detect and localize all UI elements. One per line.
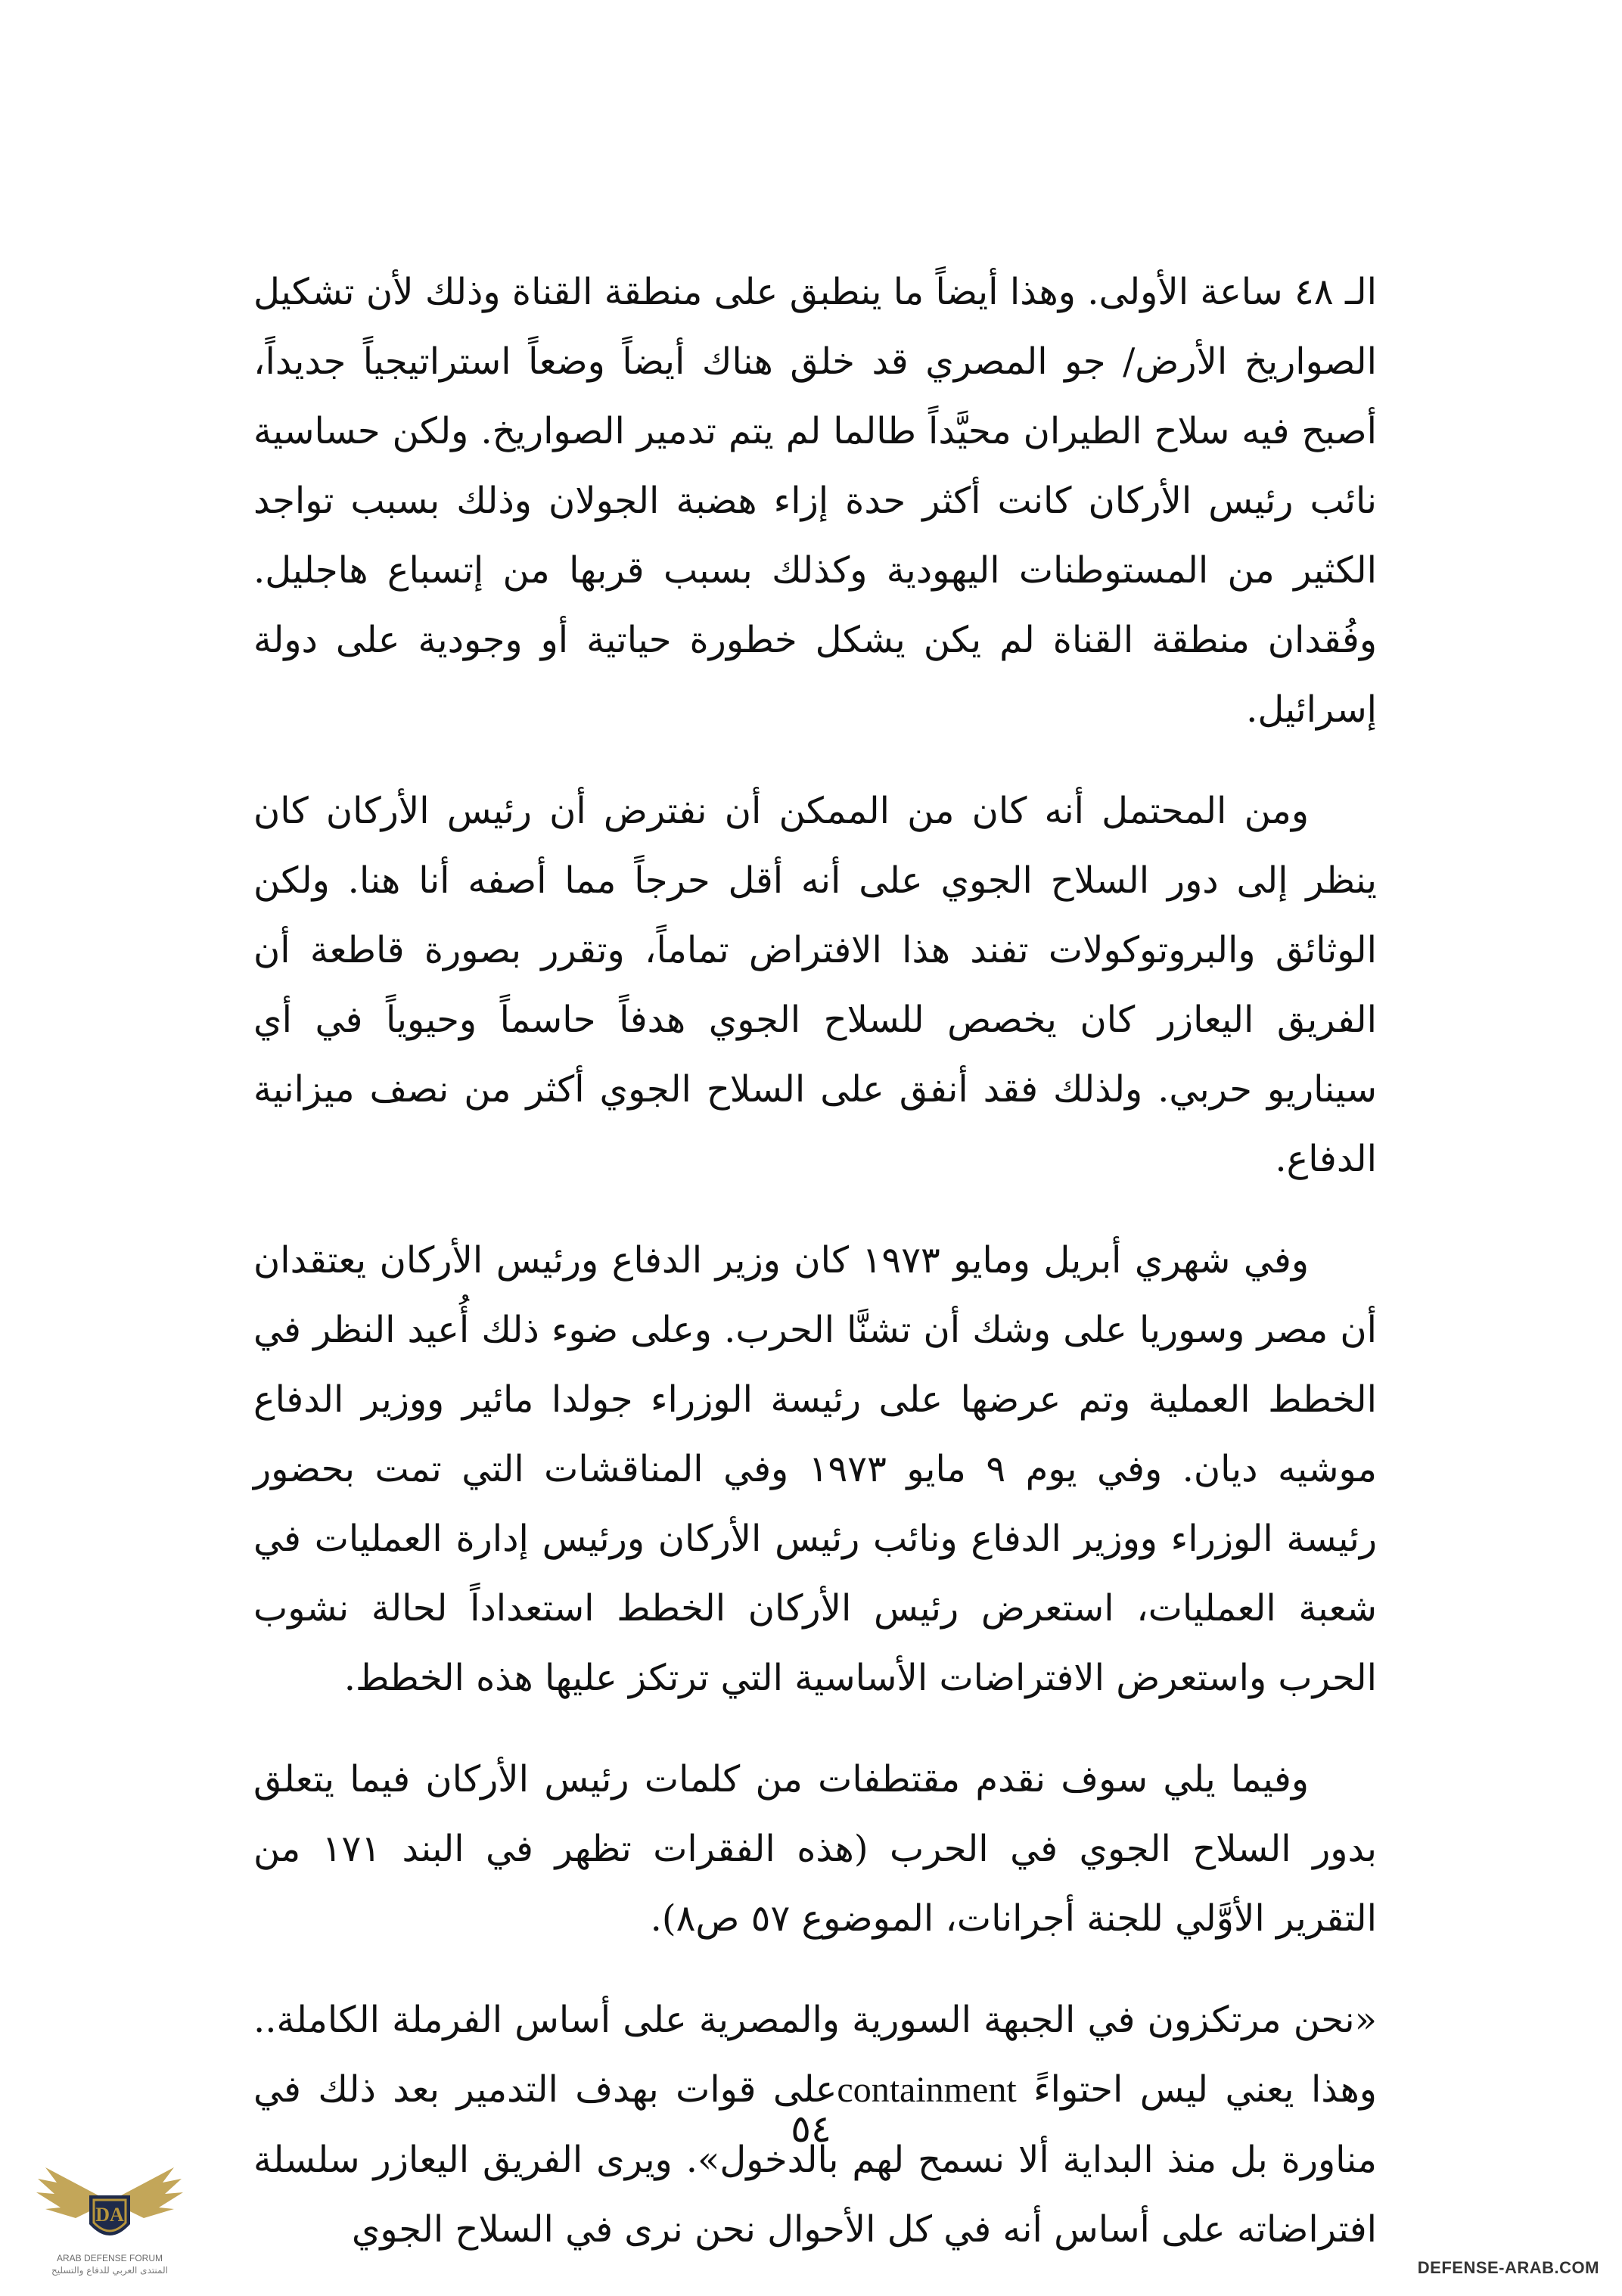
body-text <box>253 257 1377 2296</box>
paragraph-1: الـ ٤٨ ساعة الأولى. وهذا أيضاً ما ينطبق على منطقة القناة وذلك لأن تشكيل الصواريخ الأرض/ جو المصري قد خلق هناك أيضاً وضعاً استراتيجياً جديداً، أصبح فيه سلاح الطيران محيَّداً طالما لم يتم تدمير الصواريخ. ولكن حساسية نائب رئيس الأركان كانت أكثر حدة إزاء هضبة الجولان وذلك بسبب تواجد الكثير من المستوطنات اليهودية وكذلك بسبب قربها من إتسباع هاجليل. وفُقدان منطقة القناة لم يكن يشكل خطورة حياتية أو وجودية على دولة إسرائيل. <box>253 271 1377 731</box>
paragraph-3: وفي شهري أبريل ومايو ١٩٧٣ كان وزير الدفاع ورئيس الأركان يعتقدان أن مصر وسوريا على وشك أن تشنَّا الحرب. وعلى ضوء ذلك أُعيد النظر في الخطط العملية وتم عرضها على رئيسة الوزراء جولدا مائير ووزير الدفاع موشيه ديان. وفي يوم ٩ مايو ١٩٧٣ وفي المناقشات التي تمت بحضور رئيسة الوزراء ووزير الدفاع ونائب رئيس الأركان ورئيس إدارة العمليات في شعبة العمليات، استعرض رئيس الأركان الخطط استعداداً لحالة نشوب الحرب واستعرض الافتراضات الأساسية التي ترتكز عليها هذه الخطط. <box>253 1239 1377 1699</box>
quote-part-2: على قوات بهدف التدمير بعد ذلك في مناورة بل منذ البداية ألا نسمح لهم بالدخول». ويرى الفريق اليعازر سلسلة افتراضاته على أساس أنه في كل الأحوال نحن نرى في السلاح الجوي <box>253 2068 1377 2251</box>
quote-latin-term: containment <box>837 2070 1017 2110</box>
paragraph-2: ومن المحتمل أنه كان من الممكن أن نفترض أن رئيس الأركان كان ينظر إلى دور السلاح الجوي على أنه أقل حرجاً مما أصفه أنا هنا. ولكن الوثائق والبروتوكولات تفند هذا الافتراض تماماً، وتقرر بصورة قاطعة أن الفريق اليعازر كان يخصص للسلاح الجوي هدفاً حاسماً وحيوياً في أي سيناريو حربي. ولذلك فقد أنفق على السلاح الجوي أكثر من نصف ميزانية الدفاع. <box>253 790 1377 1180</box>
logo-initials: DA <box>95 2204 124 2226</box>
logo-caption-arabic: المنتدى العربي للدفاع والتسليح <box>51 2265 168 2276</box>
site-watermark: DEFENSE-ARAB.COM <box>1417 2258 1599 2277</box>
quote-part-1: «نحن مرتكزون في الجبهة السورية والمصرية على أساس الفرملة الكاملة.. وهذا يعني ليس احتواءً <box>253 1999 1377 2111</box>
page-number: ٥٤ <box>791 2107 831 2151</box>
paragraph-4: وفيما يلي سوف نقدم مقتطفات من كلمات رئيس الأركان فيما يتعلق بدور السلاح الجوي في الحرب (هذه الفقرات تظهر في البند ١٧١ من التقرير الأوَّلي للجنة أجرانات، الموضوع ٥٧ ص٨). <box>253 1758 1377 1940</box>
logo-caption-english: ARAB DEFENSE FORUM <box>56 2253 163 2263</box>
